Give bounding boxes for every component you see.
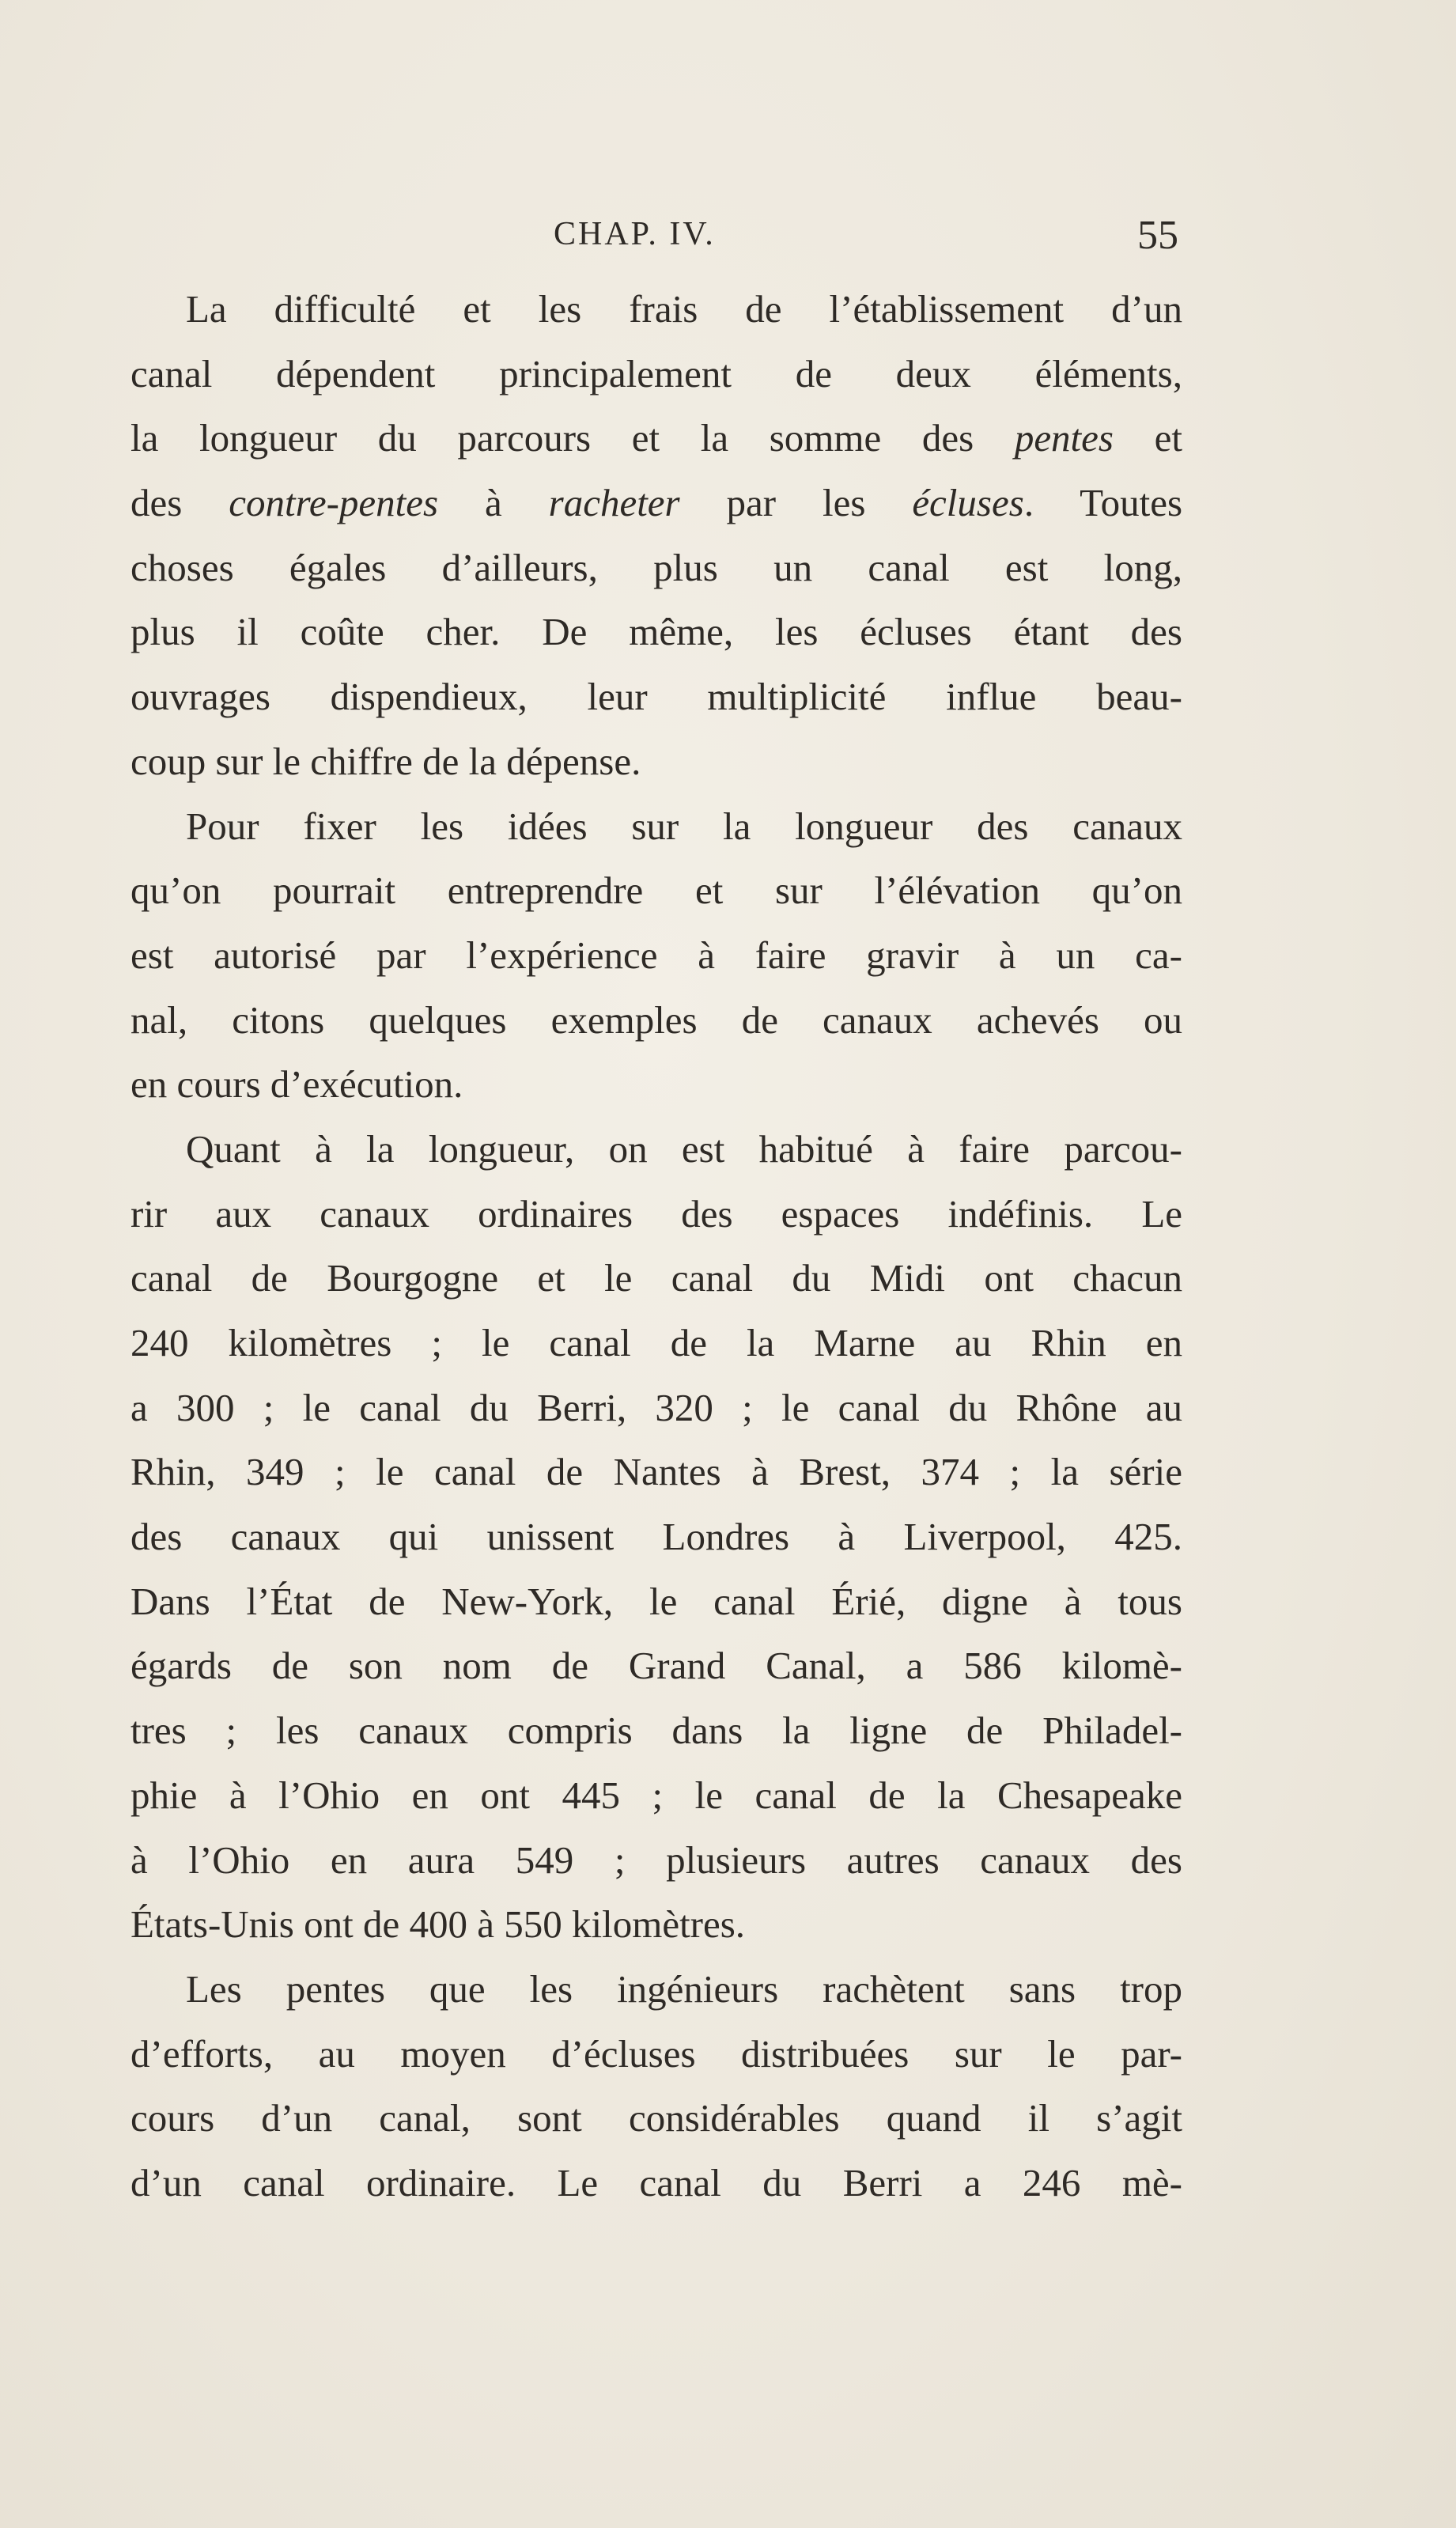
text-line (130, 664, 1182, 729)
text-line (130, 1246, 1182, 1311)
text-line (130, 1504, 1182, 1569)
text-line (130, 471, 1182, 535)
text-line (130, 1182, 1182, 1247)
text-segment: a 300 ; le canal du Berri, 320 ; le canal du Rhône au (130, 1385, 1182, 1429)
text-segment: plus il coûte cher. De même, les écluses étant des (130, 610, 1182, 654)
text-line (130, 1569, 1182, 1634)
text-line: La difficulté et les frais de l’établissement d’un (186, 287, 1182, 331)
text-line: Les pentes que les ingénieurs rachètent sans trop (186, 1966, 1182, 2011)
text-segment: Rhin, 349 ; le canal de Nantes à Brest, 374 ; la série (130, 1450, 1182, 1494)
text-segment: d’un canal ordinaire. Le canal du Berri a 246 mè- (130, 2160, 1182, 2204)
text-line (130, 342, 1182, 407)
text-segment: nal, citons quelques exemples de canaux achevés ou (130, 997, 1182, 1042)
text-segment: d’efforts, au moyen d’écluses distribuées sur le par- (130, 2031, 1182, 2076)
text-line (130, 1892, 1182, 1957)
text-segment: choses égales d’ailleurs, plus un canal est long, (130, 545, 1182, 589)
text-segment: par les (679, 481, 913, 525)
text-line (130, 988, 1182, 1053)
text-segment: 240 kilomètres ; le canal de la Marne au Rhin en (130, 1321, 1182, 1364)
italic-term: écluses (912, 481, 1024, 525)
text-segment: et (1114, 416, 1182, 460)
text-segment: est autorisé par l’expérience à faire gravir à un ca- (130, 933, 1182, 977)
text-line (130, 1763, 1182, 1828)
running-header (127, 212, 1178, 267)
text-line: Pour fixer les idées sur la longueur des canaux (186, 804, 1182, 848)
text-segment: égards de son nom de Grand Canal, a 586 kilomè- (130, 1644, 1182, 1688)
text-line (130, 1052, 1182, 1117)
text-segment: États-Unis ont de 400 à 550 kilomètres. (130, 1902, 746, 1947)
italic-term: pentes (1014, 416, 1114, 460)
text-segment: Dans l’État de New-York, le canal Érié, digne à tous (130, 1579, 1182, 1623)
text-segment: des (130, 481, 229, 525)
text-line (130, 1828, 1182, 1893)
text-segment: à l’Ohio en aura 549 ; plusieurs autres canaux des (130, 1837, 1182, 1882)
text-segment: à (438, 481, 549, 525)
text-line (130, 858, 1182, 923)
text-segment: rir aux canaux ordinaires des espaces indéfinis. Le (130, 1191, 1182, 1236)
text-line (130, 1633, 1182, 1698)
text-line: Quant à la longueur, on est habitué à faire parcou- (186, 1126, 1182, 1171)
italic-term: contre-pentes (229, 481, 439, 525)
text-line (130, 1376, 1182, 1440)
text-line (130, 1440, 1182, 1504)
text-segment: ouvrages dispendieux, leur multiplicité influe beau- (130, 675, 1182, 719)
page-number: 55 (1137, 213, 1178, 258)
italic-term: racheter (548, 481, 680, 525)
body-text (130, 277, 1182, 2216)
text-line (130, 600, 1182, 664)
text-line (130, 729, 1182, 794)
text-line (130, 2086, 1182, 2151)
text-segment: cours d’un canal, sont considérables quand il s’agit (130, 2096, 1182, 2140)
text-line (130, 923, 1182, 988)
text-segment: la longueur du parcours et la somme des (130, 416, 1015, 460)
text-segment: canal de Bourgogne et le canal du Midi ont chacun (130, 1256, 1182, 1300)
chapter-heading: CHAP. IV. (554, 216, 716, 252)
text-segment: . Toutes (1023, 481, 1183, 525)
text-segment: en cours d’exécution. (130, 1062, 463, 1107)
text-segment: qu’on pourrait entreprendre et sur l’élévation qu’on (130, 869, 1182, 913)
text-segment: tres ; les canaux compris dans la ligne de Philadel- (130, 1709, 1182, 1753)
text-line (130, 1311, 1182, 1376)
text-line (130, 2022, 1182, 2087)
text-line (130, 1698, 1182, 1763)
text-segment: phie à l’Ohio en ont 445 ; le canal de la Chesapeake (130, 1773, 1182, 1817)
text-segment: des canaux qui unissent Londres à Liverpool, 425. (130, 1515, 1182, 1559)
text-segment: canal dépendent principalement de deux éléments, (130, 351, 1182, 395)
text-line (130, 406, 1182, 471)
text-line (130, 535, 1182, 600)
text-line (130, 2151, 1182, 2216)
text-segment: coup sur le chiffre de la dépense. (130, 739, 641, 783)
